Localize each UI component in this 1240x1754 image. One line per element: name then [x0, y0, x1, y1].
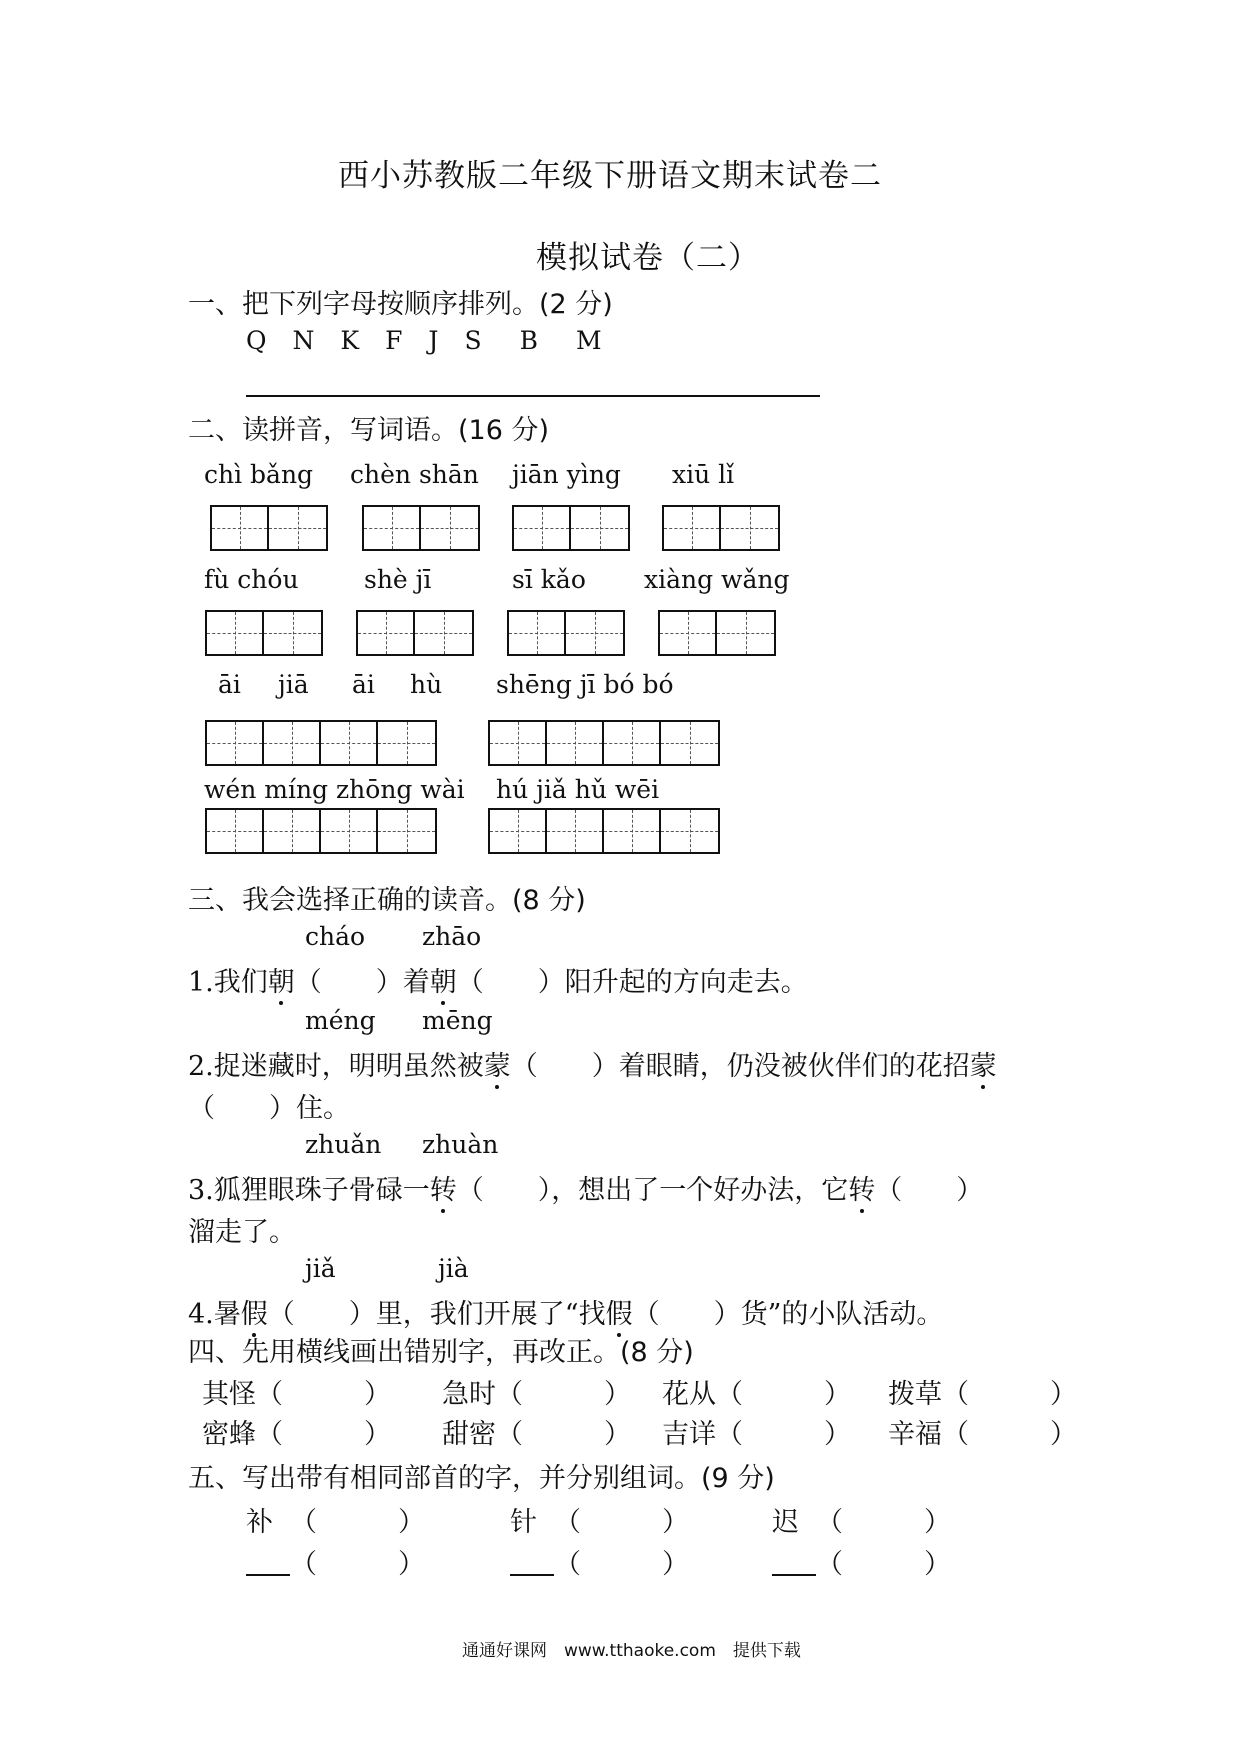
- letter: B: [519, 326, 538, 355]
- pinyin: wén míng zhōng wài: [204, 775, 465, 804]
- target-char: 蒙: [484, 1044, 511, 1083]
- target-char: 转: [848, 1168, 875, 1207]
- pinyin: jiān yìng: [512, 460, 621, 489]
- pinyin-option: méng: [305, 1006, 376, 1035]
- pinyin: xiàng wǎng: [644, 565, 790, 594]
- pinyin-option: zhuǎn: [305, 1130, 382, 1159]
- correction-item: 其怪（ ）: [202, 1379, 391, 1410]
- footer-text: 通通好课网 www.tthaoke.com 提供下载: [462, 1641, 801, 1661]
- pinyin-option: jià: [438, 1254, 469, 1283]
- target-char: 假: [606, 1292, 633, 1331]
- letter: Q: [246, 326, 267, 355]
- question-2: 2.捉迷藏时，明明虽然被蒙（ ）着眼睛，仍没被伙伴们的花招蒙: [188, 1044, 997, 1083]
- letter: N: [292, 326, 315, 355]
- word-blank[interactable]: （ ）: [554, 1549, 689, 1580]
- correction-item: 急时（ ）: [442, 1379, 631, 1410]
- writing-grid[interactable]: [205, 610, 323, 656]
- section-2-heading: 二、读拼音，写词语。(16 分): [188, 415, 550, 446]
- writing-grid[interactable]: [488, 808, 720, 854]
- pinyin-option: zhāo: [422, 922, 482, 951]
- word-blank[interactable]: （ ）: [816, 1507, 951, 1538]
- radical-char: 迟: [772, 1507, 799, 1538]
- pinyin: shè jī: [364, 565, 432, 594]
- char-blank[interactable]: [772, 1574, 816, 1576]
- letter: F: [385, 326, 403, 355]
- section-3-heading: 三、我会选择正确的读音。(8 分): [188, 885, 586, 916]
- radical-char: 补: [246, 1507, 273, 1538]
- writing-grid[interactable]: [356, 610, 474, 656]
- radical-char: 针: [510, 1507, 537, 1538]
- word-blank[interactable]: （ ）: [290, 1507, 425, 1538]
- correction-item: 甜密（ ）: [442, 1419, 631, 1450]
- question-3-line2: 溜走了。: [188, 1217, 296, 1248]
- correction-item: 吉详（ ）: [662, 1419, 851, 1450]
- writing-grid[interactable]: [507, 610, 625, 656]
- writing-grid[interactable]: [488, 720, 720, 766]
- pinyin: xiū lǐ: [672, 460, 735, 489]
- pinyin: shēng jī bó bó: [496, 670, 674, 699]
- target-char: 朝: [430, 960, 457, 999]
- correction-item: 花从（ ）: [662, 1379, 851, 1410]
- writing-grid[interactable]: [205, 720, 437, 766]
- letter: M: [575, 326, 602, 355]
- pinyin: āi: [218, 670, 241, 699]
- pinyin: āi: [352, 670, 375, 699]
- writing-grid[interactable]: [512, 505, 630, 551]
- correction-item: 拨草（ ）: [888, 1379, 1077, 1410]
- pinyin: hù: [410, 670, 443, 699]
- correction-item: 密蜂（ ）: [202, 1419, 391, 1450]
- word-blank[interactable]: （ ）: [290, 1549, 425, 1580]
- question-3: 3.狐狸眼珠子骨碌一转（ ），想出了一个好办法，它转（ ）: [188, 1168, 983, 1207]
- writing-grid[interactable]: [362, 505, 480, 551]
- pinyin: fù chóu: [204, 565, 299, 594]
- answer-line[interactable]: [246, 395, 820, 397]
- writing-grid[interactable]: [662, 505, 780, 551]
- pinyin: chèn shān: [350, 460, 479, 489]
- char-blank[interactable]: [246, 1574, 290, 1576]
- writing-grid[interactable]: [210, 505, 328, 551]
- pinyin: sī kǎo: [512, 565, 586, 594]
- pinyin: chì bǎng: [204, 460, 314, 489]
- letter-list: [246, 326, 628, 355]
- pinyin: jiā: [278, 670, 309, 699]
- question-4: 4.暑假（ ）里，我们开展了“找假（ ）货”的小队活动。: [188, 1292, 943, 1331]
- word-blank[interactable]: （ ）: [816, 1549, 951, 1580]
- target-char: 朝: [268, 960, 295, 999]
- letter: J: [428, 326, 439, 355]
- target-char: 转: [430, 1168, 457, 1207]
- writing-grid[interactable]: [205, 808, 437, 854]
- pinyin-option: cháo: [305, 922, 366, 951]
- section-5-heading: 五、写出带有相同部首的字，并分别组词。(9 分): [188, 1463, 775, 1494]
- letter: K: [340, 326, 360, 355]
- pinyin-option: mēng: [422, 1006, 493, 1035]
- target-char: 蒙: [970, 1044, 997, 1083]
- section-4-heading: 四、先用横线画出错别字，再改正。(8 分): [188, 1337, 694, 1368]
- target-char: 假: [241, 1292, 268, 1331]
- section-1-heading: 一、把下列字母按顺序排列。(2 分): [188, 289, 613, 320]
- writing-grid[interactable]: [658, 610, 776, 656]
- document-title: 西小苏教版二年级下册语文期末试卷二: [338, 158, 882, 194]
- pinyin: hú jiǎ hǔ wēi: [496, 775, 660, 804]
- question-2-line2: （ ）住。: [188, 1093, 350, 1124]
- pinyin-option: jiǎ: [305, 1254, 336, 1283]
- pinyin-option: zhuàn: [422, 1130, 499, 1159]
- question-1: 1.我们朝（ ）着朝（ ）阳升起的方向走去。: [188, 960, 808, 999]
- correction-item: 辛福（ ）: [888, 1419, 1077, 1450]
- char-blank[interactable]: [510, 1574, 554, 1576]
- letter: S: [464, 326, 482, 355]
- word-blank[interactable]: （ ）: [554, 1507, 689, 1538]
- document-subtitle: 模拟试卷（二）: [536, 240, 760, 276]
